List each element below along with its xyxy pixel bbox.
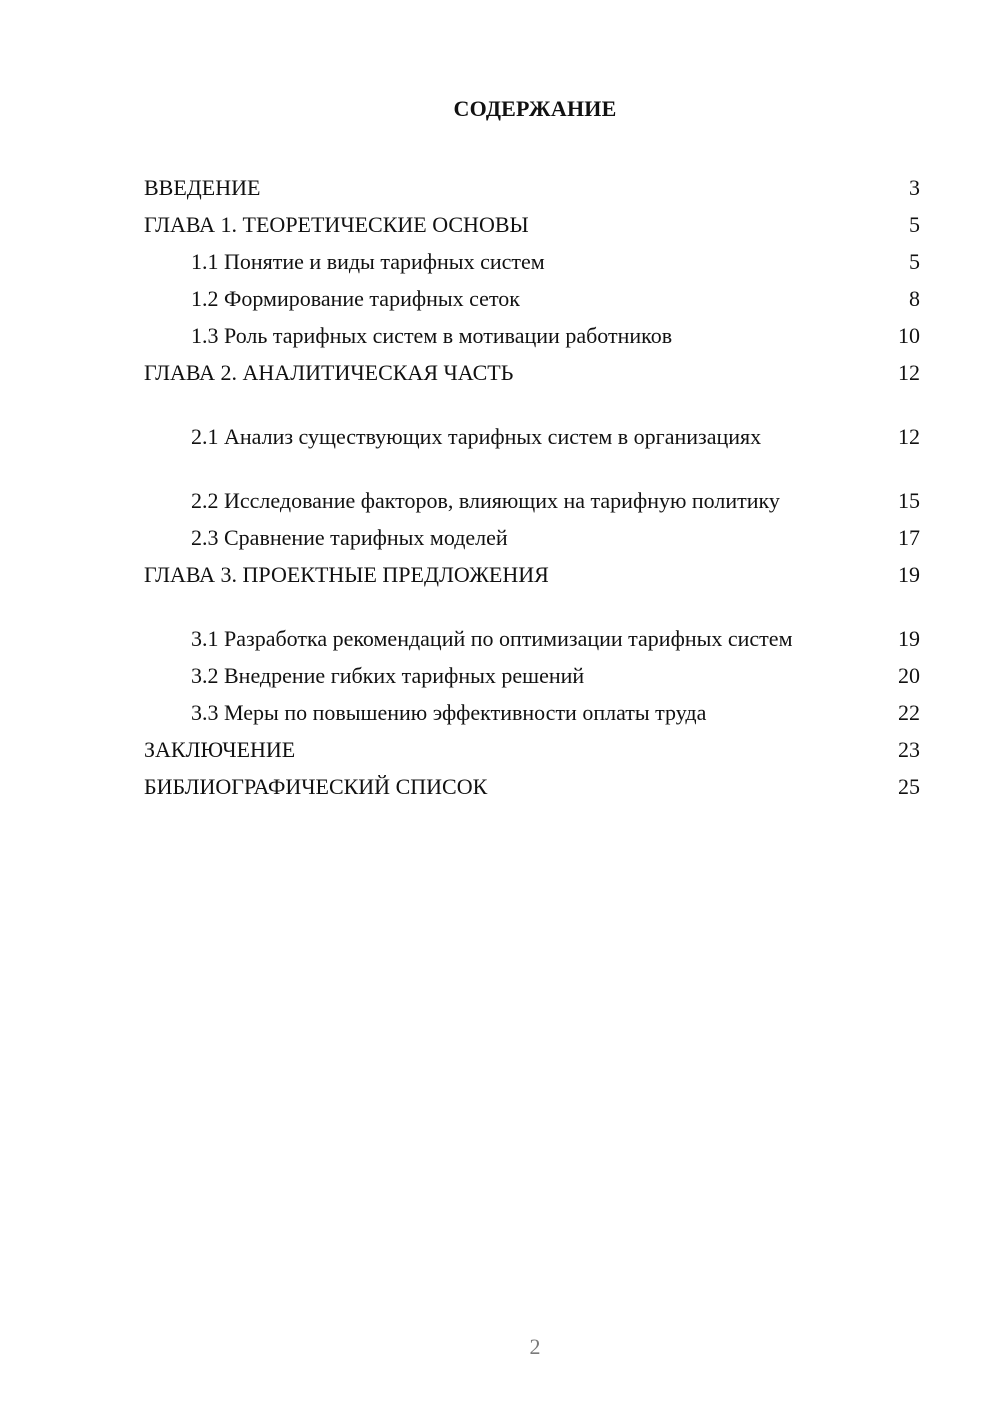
toc-entry-section-2-3[interactable] [144, 519, 920, 556]
toc-entry-page: 17 [898, 525, 920, 550]
page-title: СОДЕРЖАНИЕ [453, 96, 617, 121]
toc-entry-page: 12 [898, 360, 920, 385]
toc-entry-label: 3.2 Внедрение гибких тарифных решений [191, 663, 585, 688]
toc-entry-label: ВВЕДЕНИЕ [144, 175, 261, 200]
toc-entry-page: 19 [898, 626, 920, 651]
toc-entry-section-3-3[interactable] [144, 694, 920, 731]
toc-entry-label: 1.1 Понятие и виды тарифных систем [191, 249, 545, 274]
toc-entry-section-1-1[interactable] [144, 243, 920, 280]
toc-entry-label: 2.1 Анализ существующих тарифных систем в организациях [191, 424, 762, 449]
toc-entry-page: 25 [898, 774, 920, 799]
toc-entry-section-3-2[interactable] [144, 657, 920, 694]
toc-entry-chapter-3[interactable] [144, 556, 920, 593]
toc-entry-label: БИБЛИОГРАФИЧЕСКИЙ СПИСОК [144, 774, 488, 799]
toc-entry-bibliography[interactable] [144, 768, 920, 805]
toc-entry-label: 2.2 Исследование факторов, влияющих на тарифную политику [191, 488, 780, 513]
table-of-contents [144, 169, 920, 805]
toc-entry-label: 2.3 Сравнение тарифных моделей [191, 525, 508, 550]
toc-entry-label: ГЛАВА 3. ПРОЕКТНЫЕ ПРЕДЛОЖЕНИЯ [144, 562, 549, 587]
toc-entry-label: 3.3 Меры по повышению эффективности оплаты труда [191, 700, 707, 725]
toc-entry-section-1-3[interactable] [144, 317, 920, 354]
toc-entry-conclusion[interactable] [144, 731, 920, 768]
toc-entry-section-2-1[interactable] [144, 391, 920, 455]
toc-entry-chapter-1[interactable] [144, 206, 920, 243]
toc-entry-label: 3.1 Разработка рекомендаций по оптимизации тарифных систем [191, 626, 793, 651]
toc-entry-introduction[interactable] [144, 169, 920, 206]
toc-entry-page: 10 [898, 323, 920, 348]
toc-entry-page: 12 [898, 424, 920, 449]
toc-entry-page: 23 [898, 737, 920, 762]
toc-entry-page: 15 [898, 488, 920, 513]
toc-entry-section-1-2[interactable] [144, 280, 920, 317]
toc-entry-page: 19 [898, 562, 920, 587]
toc-entry-page: 20 [898, 663, 920, 688]
toc-entry-page: 8 [909, 286, 920, 311]
toc-entry-page: 5 [909, 212, 920, 237]
toc-entry-label: 1.2 Формирование тарифных сеток [191, 286, 520, 311]
toc-entry-label: 1.3 Роль тарифных систем в мотивации работников [191, 323, 673, 348]
toc-entry-page: 22 [898, 700, 920, 725]
toc-entry-page: 3 [909, 175, 920, 200]
toc-entry-label: ЗАКЛЮЧЕНИЕ [144, 737, 296, 762]
toc-entry-page: 5 [909, 249, 920, 274]
toc-entry-label: ГЛАВА 2. АНАЛИТИЧЕСКАЯ ЧАСТЬ [144, 360, 514, 385]
toc-entry-chapter-2[interactable] [144, 354, 920, 391]
toc-entry-section-3-1[interactable] [144, 593, 920, 657]
toc-entry-label: ГЛАВА 1. ТЕОРЕТИЧЕСКИЕ ОСНОВЫ [144, 212, 529, 237]
page-number: 2 [529, 1334, 541, 1359]
toc-entry-section-2-2[interactable] [144, 455, 920, 519]
